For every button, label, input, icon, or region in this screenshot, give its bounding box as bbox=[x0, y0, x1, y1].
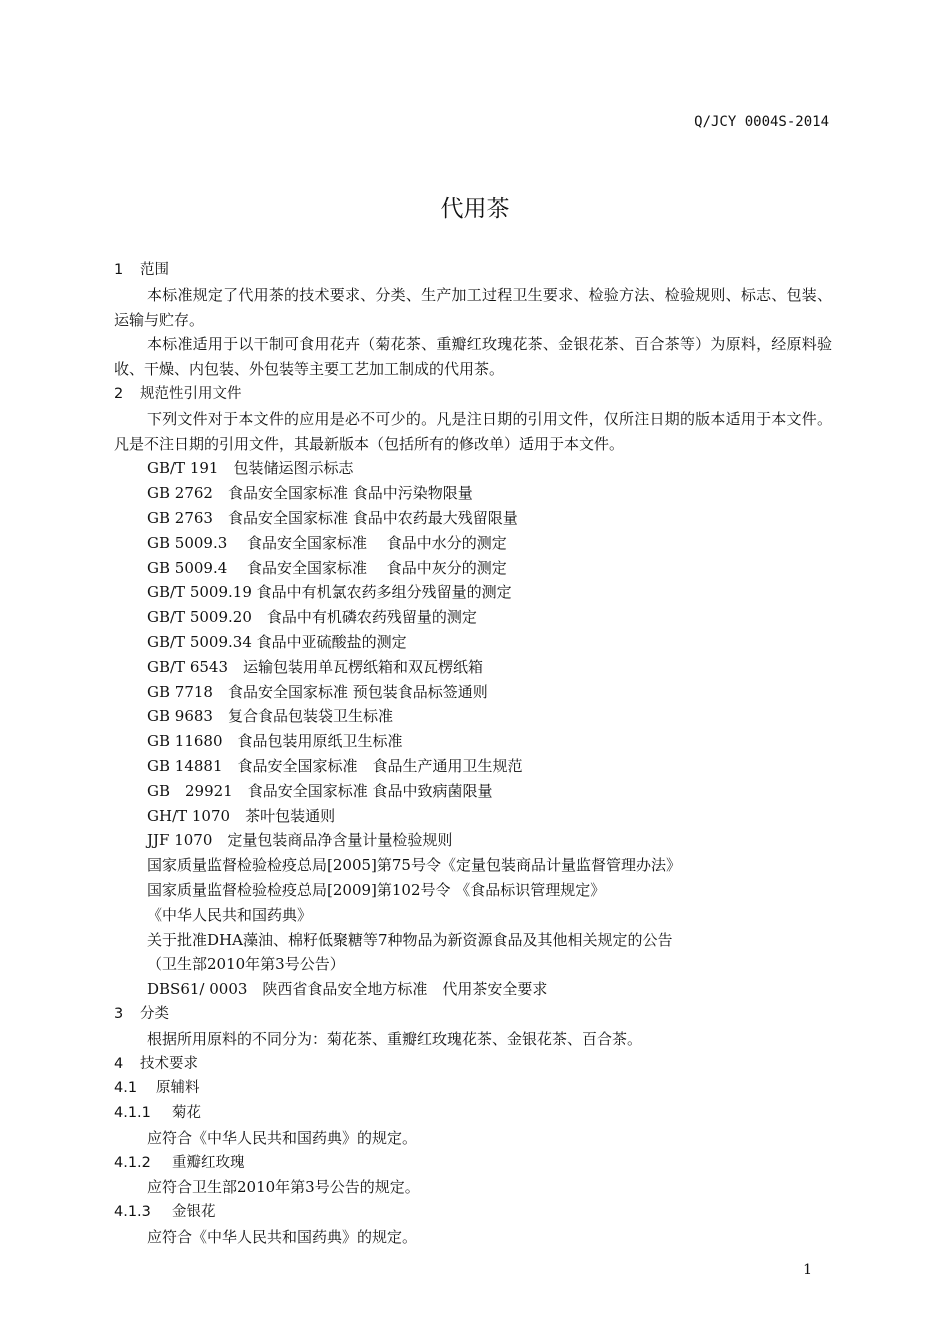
standard-code: Q/JCY 0004S-2014 bbox=[694, 114, 829, 130]
reference-item: GB/T 6543 运输包装用单瓦楞纸箱和双瓦楞纸箱 bbox=[147, 657, 484, 676]
reference-item: GH/T 1070 茶叶包装通则 bbox=[147, 806, 336, 825]
reference-item: GB 11680 食品包装用原纸卫生标准 bbox=[147, 732, 403, 751]
section-number: 3 bbox=[114, 1005, 124, 1022]
subsection-heading bbox=[114, 1101, 832, 1126]
reference-item: GB/T 5009.20 食品中有机磷农药残留量的测定 bbox=[147, 608, 477, 627]
section-title: 金银花 bbox=[172, 1204, 216, 1221]
section-heading-classification bbox=[114, 1002, 832, 1027]
paragraph: 本标准规定了代用茶的技术要求、分类、生产加工过程卫生要求、检验方法、检验规则、标志、包装、运输与贮存。 bbox=[114, 285, 832, 329]
reference-item: （卫生部2010年第3号公告） bbox=[147, 955, 345, 974]
paragraph: 应符合《中华人民共和国药典》的规定。 bbox=[147, 1228, 418, 1247]
section-title: 规范性引用文件 bbox=[140, 385, 242, 402]
section-heading-requirements bbox=[114, 1052, 832, 1077]
reference-item: GB/T 191 包装储运图示标志 bbox=[147, 459, 354, 478]
paragraph: 应符合卫生部2010年第3号公告的规定。 bbox=[147, 1178, 420, 1197]
section-number: 2 bbox=[114, 385, 124, 402]
paragraph: 本标准适用于以干制可食用花卉（菊花茶、重瓣红玫瑰花茶、金银花茶、百合茶等）为原料，经原料验收、干燥、内包装、外包装等主要工艺加工制成的代用茶。 bbox=[114, 335, 832, 379]
reference-item: GB 7718 食品安全国家标准 预包装食品标签通则 bbox=[147, 682, 488, 701]
section-number: 4 bbox=[114, 1055, 124, 1072]
reference-item: GB 2762 食品安全国家标准 食品中污染物限量 bbox=[147, 484, 473, 503]
reference-item: GB/T 5009.34 食品中亚硫酸盐的测定 bbox=[147, 632, 407, 651]
reference-item: 国家质量监督检验检疫总局[2009]第102号令 《食品标识管理规定》 bbox=[147, 880, 606, 899]
section-number: 1 bbox=[114, 262, 124, 278]
reference-item: JJF 1070 定量包装商品净含量计量检验规则 bbox=[147, 831, 453, 850]
reference-item: 关于批准DHA藻油、棉籽低聚糖等7种物品为新资源食品及其他相关规定的公告 bbox=[147, 930, 673, 949]
reference-item: DBS61/ 0003 陕西省食品安全地方标准 代用茶安全要求 bbox=[147, 980, 548, 999]
reference-item: GB/T 5009.19 食品中有机氯农药多组分残留量的测定 bbox=[147, 583, 512, 602]
section-title: 菊花 bbox=[172, 1105, 201, 1122]
reference-item: GB 9683 复合食品包装袋卫生标准 bbox=[147, 707, 393, 726]
section-title: 技术要求 bbox=[140, 1055, 198, 1072]
document-title: 代用茶 bbox=[440, 196, 510, 222]
section-title: 原辅料 bbox=[156, 1080, 200, 1097]
subsection-heading bbox=[114, 1151, 832, 1176]
reference-item: 《中华人民共和国药典》 bbox=[147, 905, 313, 924]
section-title: 重瓣红玫瑰 bbox=[172, 1154, 245, 1171]
section-number: 4.1 bbox=[114, 1080, 138, 1097]
paragraph: 下列文件对于本文件的应用是必不可少的。凡是注日期的引用文件，仅所注日期的版本适用于本文件。凡是不注日期的引用文件，其最新版本（包括所有的修改单）适用于本文件。 bbox=[114, 409, 832, 453]
reference-item: GB 5009.3 食品安全国家标准 食品中水分的测定 bbox=[147, 533, 507, 552]
paragraph: 根据所用原料的不同分为：菊花茶、重瓣红玫瑰花茶、金银花茶、百合茶。 bbox=[147, 1029, 643, 1048]
section-number: 4.1.2 bbox=[114, 1154, 151, 1171]
reference-item: 国家质量监督检验检疫总局[2005]第75号令《定量包装商品计量监督管理办法》 bbox=[147, 856, 681, 875]
page-number: 1 bbox=[803, 1262, 812, 1278]
section-heading-scope bbox=[114, 258, 832, 283]
reference-item: GB 5009.4 食品安全国家标准 食品中灰分的测定 bbox=[147, 558, 507, 577]
subsection-heading bbox=[114, 1076, 832, 1101]
section-number: 4.1.1 bbox=[114, 1105, 151, 1122]
reference-item: GB 2763 食品安全国家标准 食品中农药最大残留限量 bbox=[147, 508, 518, 527]
section-number: 4.1.3 bbox=[114, 1204, 151, 1221]
paragraph: 应符合《中华人民共和国药典》的规定。 bbox=[147, 1128, 418, 1147]
reference-item: GB 29921 食品安全国家标准 食品中致病菌限量 bbox=[147, 781, 493, 800]
reference-item: GB 14881 食品安全国家标准 食品生产通用卫生规范 bbox=[147, 756, 523, 775]
section-heading-references bbox=[114, 382, 832, 407]
document-body bbox=[114, 258, 832, 1250]
section-title: 分类 bbox=[140, 1005, 169, 1022]
section-title: 范围 bbox=[140, 262, 169, 278]
subsection-heading bbox=[114, 1200, 832, 1225]
